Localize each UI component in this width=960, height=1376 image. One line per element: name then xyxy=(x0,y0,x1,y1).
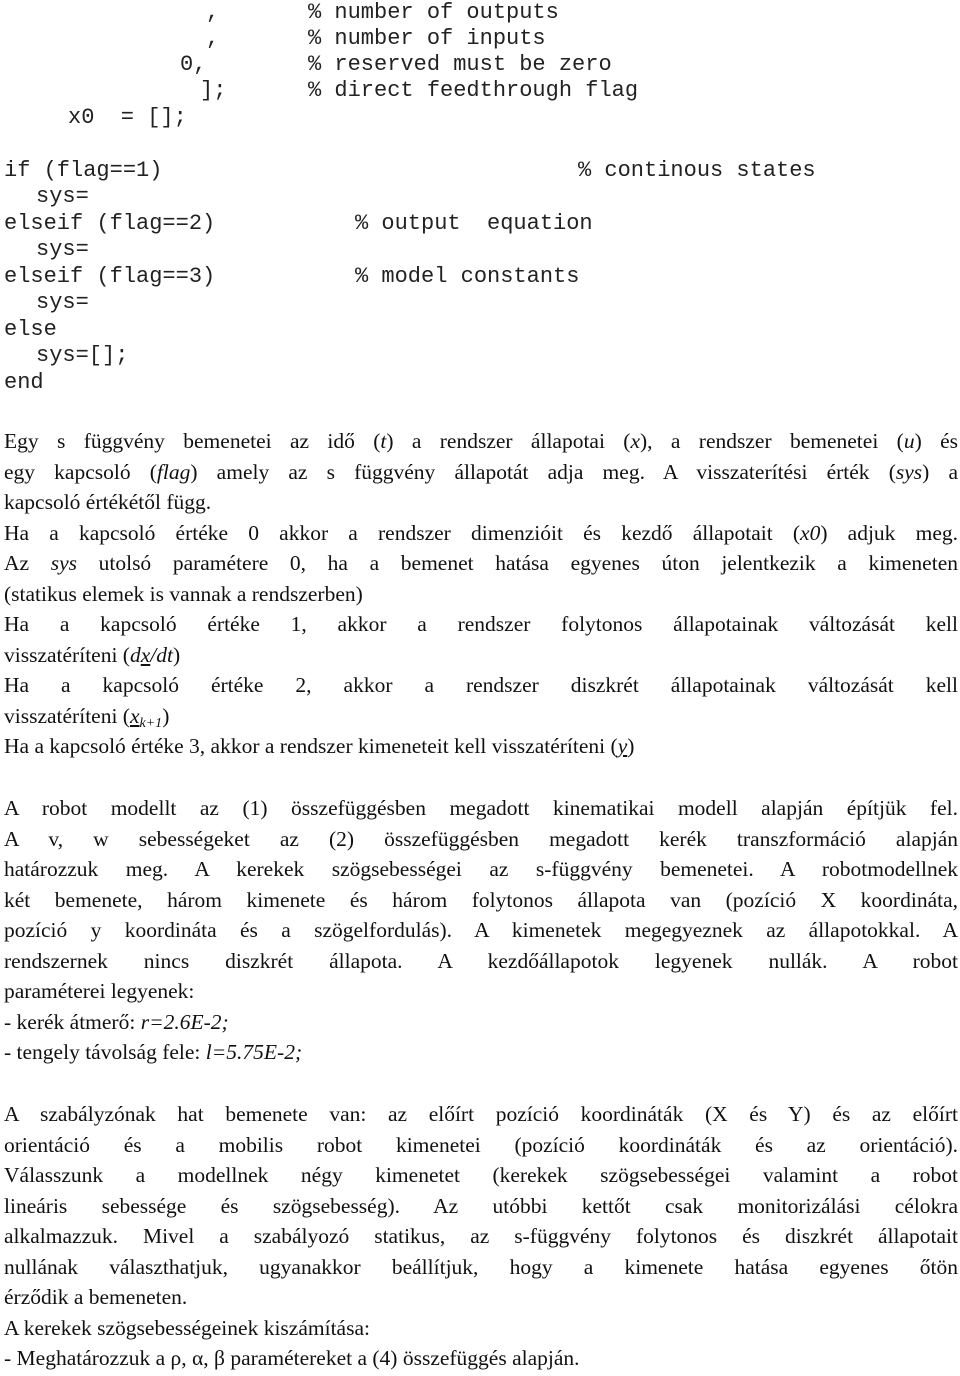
text-line: A robot modellt az (1) összefüggésben megadott kinematikai modell alapján építjük fel. xyxy=(4,796,958,820)
code-comment: % number of outputs xyxy=(308,0,559,25)
text-line: nullának választhatjuk, ugyanakkor beállítjuk, hogy a kimenete hatása egyenes őtön xyxy=(4,1254,958,1279)
text-line: határozzuk meg. A kerekek szögsebességei az s-függvény bemenetei. A robotmodellnek xyxy=(4,857,958,881)
text-line: alkalmazzuk. Mivel a szabályozó statikus, az s-függvény folytonos és diszkrét állapotait xyxy=(4,1224,958,1248)
text-line: (statikus elemek is vannak a rendszerben) xyxy=(4,581,363,606)
text-line: A kerekek szögsebességeinek kiszámítása: xyxy=(4,1315,370,1340)
paragraph-sfunction xyxy=(4,426,958,762)
code-line: ]; xyxy=(200,78,227,103)
text-line: rendszernek nincs diszkrét állapota. A kezdőállapotok legyenek nullák. A robot xyxy=(4,948,958,973)
code-line: else xyxy=(4,317,57,342)
text-line: Ha a kapcsoló értéke 0 akkor a rendszer dimenzióit és kezdő állapotait (x0) adjuk meg. xyxy=(4,520,958,545)
text-line: érződik a bemeneten. xyxy=(4,1285,188,1309)
paragraph-controller xyxy=(4,1099,958,1374)
code-comment: % model constants xyxy=(355,264,580,289)
code-line: x0 = []; xyxy=(68,105,187,130)
text-line: visszatéríteni $(x_{k+1})$ xyxy=(4,703,170,731)
text-line: - tengely távolság fele: l=5.75E-2; xyxy=(4,1040,303,1064)
text-line: egy kapcsoló (flag) amely az s függvény állapotát adja meg. A visszaterítési érték (sys) a xyxy=(4,459,958,484)
code-comment: % number of inputs xyxy=(308,26,546,51)
code-line: 0, xyxy=(180,52,207,77)
text-line: - Meghatározzuk a ρ, α, β paramétereket a (4) összefüggés alapján. xyxy=(4,1346,580,1370)
text-line: Ha a kapcsoló értéke 3, akkor a rendszer kimeneteit kell visszatéríteni (y) xyxy=(4,734,635,758)
text-line: Ha a kapcsoló értéke 1, akkor a rendszer folytonos állapotainak változását kell xyxy=(4,612,958,636)
code-line: elseif (flag==2) xyxy=(4,211,216,236)
code-comment: % output equation xyxy=(355,211,593,236)
code-line: , xyxy=(206,26,220,51)
text-line: kapcsoló értékétől függ. xyxy=(4,490,212,514)
text-line: Az sys utolsó paramétere 0, ha a bemenet hatása egyenes úton jelentkezik a kimeneten xyxy=(4,551,958,575)
code-comment: % continous states xyxy=(578,158,816,183)
code-comment: % reserved must be zero xyxy=(308,52,612,77)
code-line: , xyxy=(206,0,220,25)
text-line: lineáris sebessége és szögsebesség). Az utóbbi kettőt csak monitorizálási célokra xyxy=(4,1193,958,1218)
text-line: Ha a kapcsoló értéke 2, akkor a rendszer diszkrét állapotainak változását kell xyxy=(4,673,958,697)
text-line: paraméterei legyenek: xyxy=(4,979,195,1003)
code-line: sys=[]; xyxy=(36,343,129,368)
text-line: A v, w sebességeket az (2) összefüggésben megadott kerék transzformáció alapján xyxy=(4,826,958,851)
text-line: visszatéríteni (dx/dt) xyxy=(4,642,181,667)
code-line: end xyxy=(4,370,44,395)
text-line: A szabályzónak hat bemenete van: az előírt pozíció koordináták (X és Y) és az előírt xyxy=(4,1102,958,1126)
paragraph-robot-model xyxy=(4,793,958,1068)
code-line: if (flag==1) xyxy=(4,158,163,183)
text-line: orientáció és a mobilis robot kimenetei (pozíció koordináták és az orientáció). xyxy=(4,1132,958,1157)
text-line: két bemenete, három kimenete és három folytonos állapota van (pozíció X koordináta, xyxy=(4,887,958,912)
code-line: sys= xyxy=(36,237,89,262)
text-line: Válasszunk a modellnek négy kimenetet (kerekek szögsebességei valamint a robot xyxy=(4,1163,958,1187)
code-line: sys= xyxy=(36,290,89,315)
code-line: elseif (flag==3) xyxy=(4,264,216,289)
code-line: sys= xyxy=(36,184,89,209)
text-line: pozíció y koordináta és a szögelfordulás). A kimenetek megegyeznek az állapotokkal. A xyxy=(4,918,958,942)
code-comment: % direct feedthrough flag xyxy=(308,78,639,103)
text-line: - kerék átmerő: r=2.6E-2; xyxy=(4,1009,229,1034)
text-line: Egy s függvény bemenetei az idő (t) a rendszer állapotai (x), a rendszer bemenetei (u) és xyxy=(4,429,958,453)
